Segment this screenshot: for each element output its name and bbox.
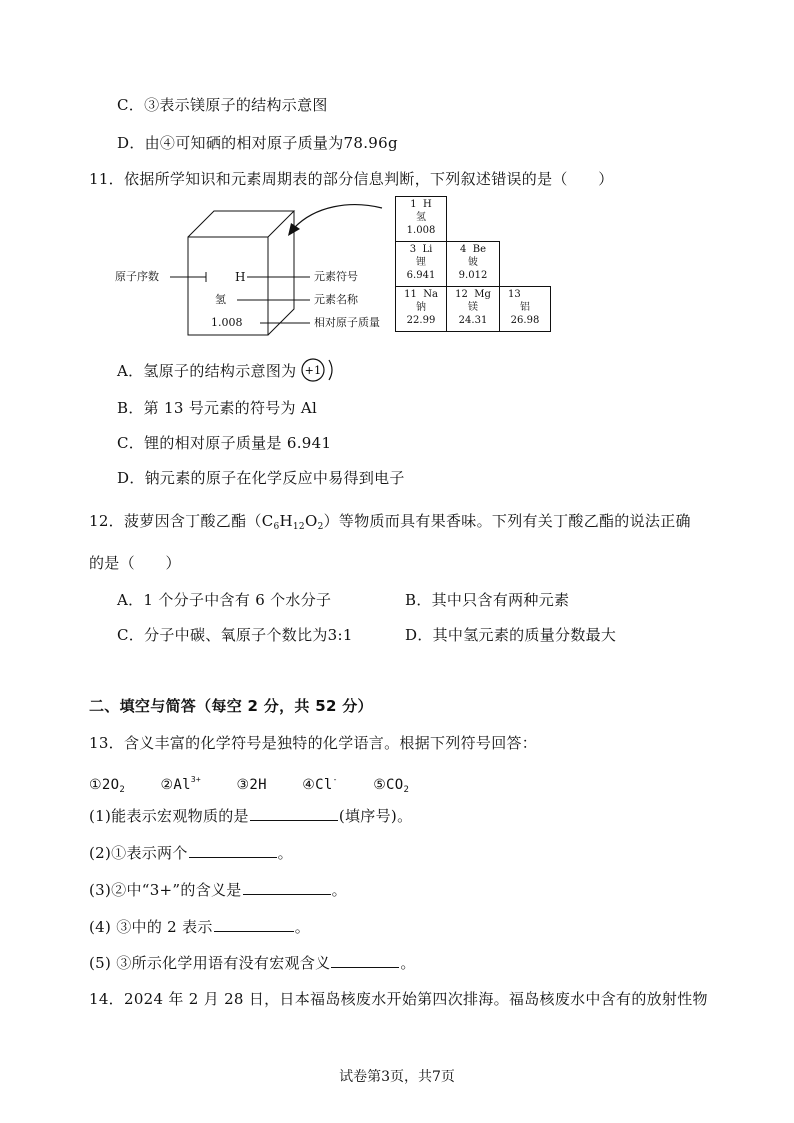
q11-stem: 11．依据所学知识和元素周期表的部分信息判断，下列叙述错误的是（ ） <box>89 170 614 188</box>
periodic-cell-li: 3 Li 锂 6.941 <box>395 241 447 287</box>
answer-blank-5[interactable] <box>331 953 399 968</box>
periodic-cell-h: 1 H 氢 1.008 <box>395 196 447 242</box>
symbol-3: ③2H <box>236 777 267 793</box>
label-atomic-mass: 相对原子质量 <box>314 316 380 329</box>
q13-part2: (2)①表示两个 。 <box>89 844 293 862</box>
q12-stem: 12．菠萝因含丁酸乙酯$(C_6H_{12}O_2)$等物质而具有果香味。下列有关丁酸乙酯的说法正确 <box>89 512 691 532</box>
q13-part3: (3)②中“3+”的含义是 。 <box>89 881 347 899</box>
q11-option-d: D．钠元素的原子在化学反应中易得到电子 <box>117 469 405 487</box>
q11-option-a: A．氢原子的结构示意图为 +1 <box>117 357 344 383</box>
q12-option-b: B．其中只含有两种元素 <box>405 591 570 609</box>
answer-blank-2[interactable] <box>189 843 277 858</box>
q13-part5: (5) ③所示化学用语有没有宏观含义 。 <box>89 954 416 972</box>
nucleus-charge: +1 <box>304 364 321 377</box>
label-atomic-number: 原子序数 <box>115 270 159 283</box>
label-element-name: 元素名称 <box>314 293 358 306</box>
hydrogen-atom-diagram <box>300 357 344 383</box>
symbol-5: $⑤CO_2$ <box>373 777 410 795</box>
cube-symbol: H <box>235 270 246 284</box>
periodic-cell-na: 11 Na 钠 22.99 <box>395 286 447 332</box>
q10-option-d: D．由④可知硒的相对原子质量为78.96g <box>117 134 398 152</box>
periodic-cell-be: 4 Be 铍 9.012 <box>446 241 500 287</box>
label-element-symbol: 元素符号 <box>314 270 358 283</box>
symbol-2: $②Al^{3+}$ <box>160 775 202 793</box>
q11-option-c: C．锂的相对原子质量是 6.941 <box>117 434 332 452</box>
q14-stem: 14．2024 年 2 月 28 日，日本福岛核废水开始第四次排海。福岛核废水中含有的放射性物 <box>89 990 708 1008</box>
periodic-cell-al: 13 铝 26.98 <box>499 286 551 332</box>
symbol-4: ④Cl- <box>302 775 338 793</box>
section-heading: 二、填空与简答（每空 2 分，共 52 分） <box>89 697 373 715</box>
q13-stem: 13．含义丰富的化学符号是独特的化学语言。根据下列符号回答： <box>89 734 538 752</box>
cube-mass: 1.008 <box>211 316 243 329</box>
q10-option-c: C．③表示镁原子的结构示意图 <box>117 96 328 114</box>
q12-option-d: D．其中氢元素的质量分数最大 <box>405 626 617 644</box>
q12-option-c: C．分子中碳、氧原子个数比为3:1 <box>117 626 353 644</box>
q13-part1: (1)能表示宏观物质的是 (填序号)。 <box>89 807 413 825</box>
q13-symbols <box>89 770 409 800</box>
q11-option-b: B．第 13 号元素的符号为 Al <box>117 399 318 417</box>
arrow-curve <box>294 205 382 228</box>
cube-name: 氢 <box>215 293 226 306</box>
q12-stem-line2: 的是（ ） <box>89 554 181 572</box>
periodic-cell-mg: 12 Mg 镁 24.31 <box>446 286 500 332</box>
page-footer: 试卷第3页，共7页 <box>339 1069 455 1085</box>
q12-option-a: A．1 个分子中含有 6 个水分子 <box>117 591 332 609</box>
answer-blank-3[interactable] <box>243 880 331 895</box>
symbol-1: $①2O_2$ <box>89 777 126 795</box>
q13-part4: (4) ③中的 2 表示 。 <box>89 918 311 936</box>
answer-blank-4[interactable] <box>214 917 294 932</box>
answer-blank-1[interactable] <box>250 806 338 821</box>
butyl-formula: $C_6H_{12}O_2$ <box>261 512 324 532</box>
